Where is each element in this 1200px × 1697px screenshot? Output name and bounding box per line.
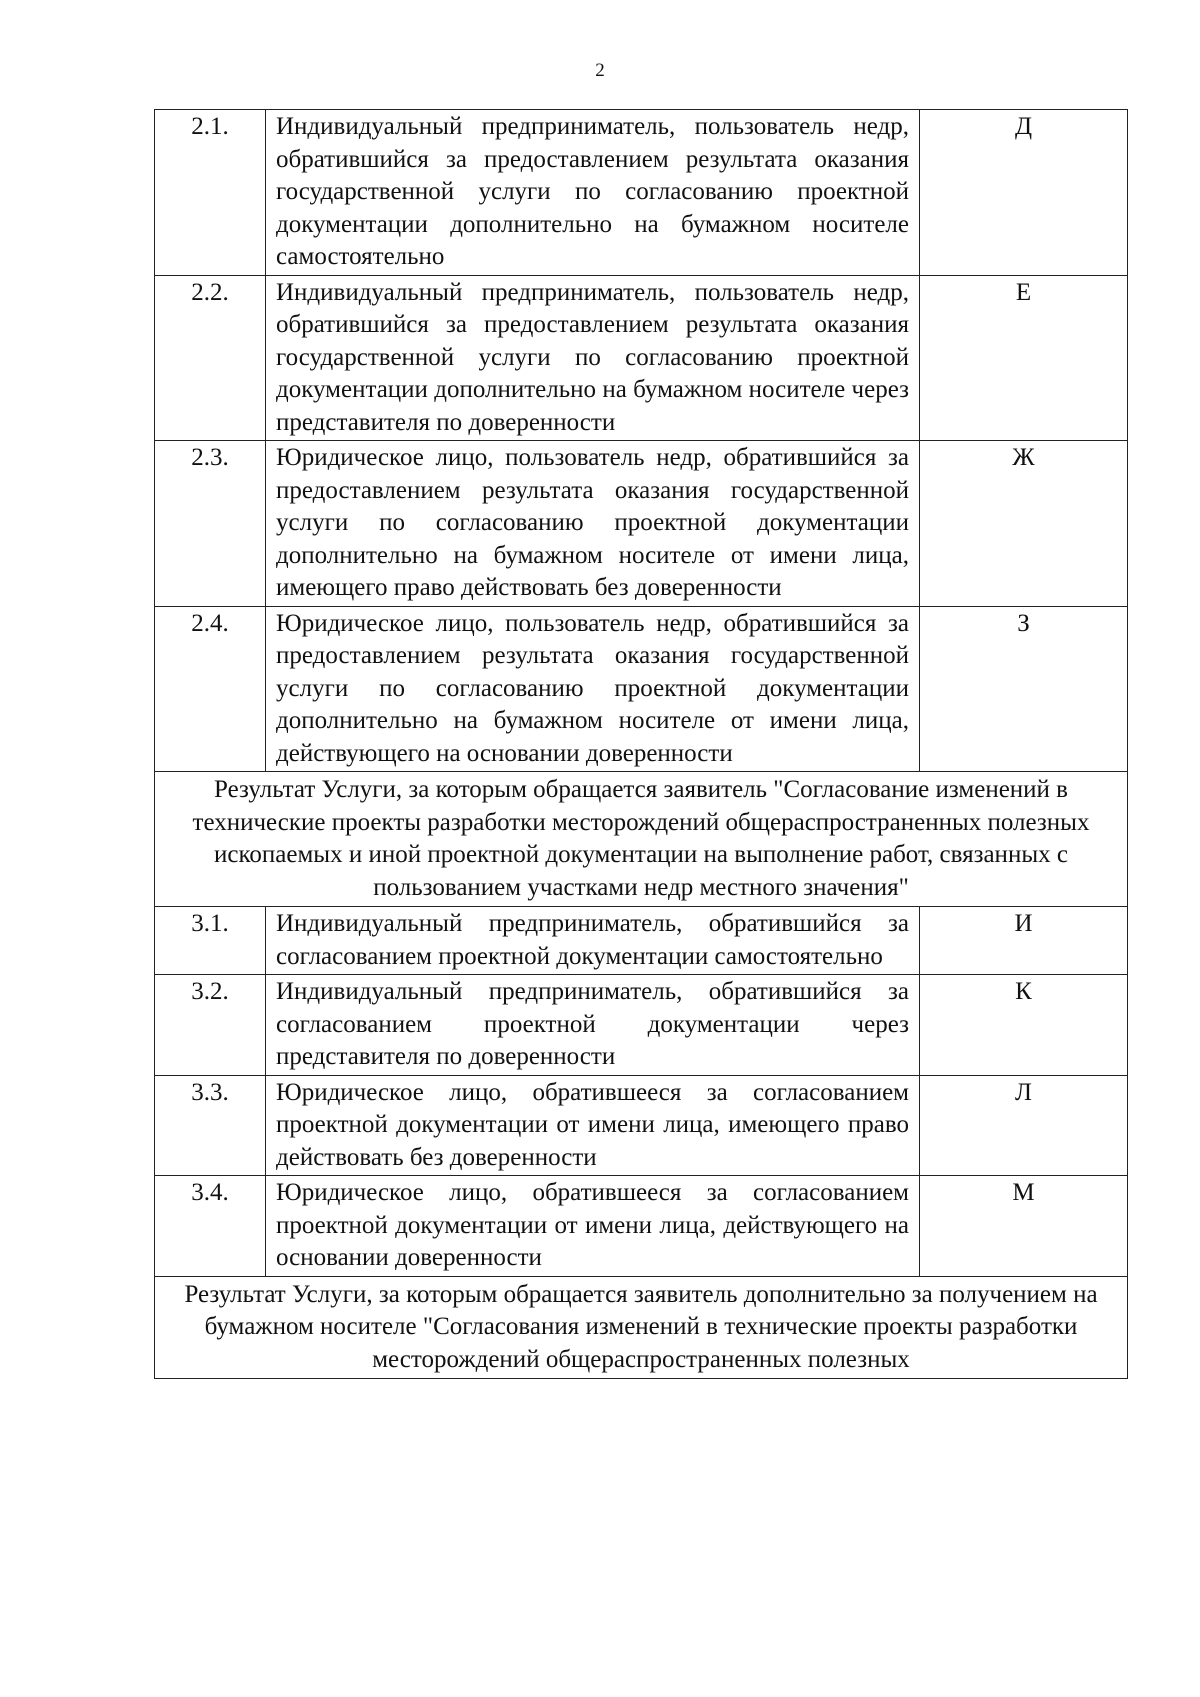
section-header-4: Результат Услуги, за которым обращается заявитель дополнительно за получением на бумажном носителе "Согласования изменений в технические проекты разработки месторождений общераспространенных полезных bbox=[155, 1276, 1128, 1379]
row-number: 2.3. bbox=[155, 441, 266, 607]
row-number: 2.1. bbox=[155, 110, 266, 276]
row-code: Е bbox=[920, 275, 1128, 441]
page-number: 2 bbox=[595, 60, 605, 81]
table-row bbox=[155, 907, 1128, 975]
row-description: Индивидуальный предприниматель, обратившийся за согласованием проектной документации самостоятельно bbox=[266, 907, 920, 975]
row-code: З bbox=[920, 606, 1128, 772]
row-code: К bbox=[920, 975, 1128, 1076]
row-description: Индивидуальный предприниматель, пользователь недр, обратившийся за предоставлением результата оказания государственной услуги по согласованию проектной документации дополнительно на бумажном носителе самостоятельно bbox=[266, 110, 920, 276]
table-row bbox=[155, 1075, 1128, 1176]
section-header-row bbox=[155, 772, 1128, 907]
row-description: Юридическое лицо, пользователь недр, обратившийся за предоставлением результата оказания государственной услуги по согласованию проектной документации дополнительно на бумажном носителе от имени лица, имеющего право действовать без доверенности bbox=[266, 441, 920, 607]
row-code: Д bbox=[920, 110, 1128, 276]
table-row bbox=[155, 275, 1128, 441]
row-number: 3.3. bbox=[155, 1075, 266, 1176]
section-header-row bbox=[155, 1276, 1128, 1379]
row-number: 3.2. bbox=[155, 975, 266, 1076]
row-description: Индивидуальный предприниматель, пользователь недр, обратившийся за предоставлением результата оказания государственной услуги по согласованию проектной документации дополнительно на бумажном носителе через представителя по доверенности bbox=[266, 275, 920, 441]
section-header-3: Результат Услуги, за которым обращается заявитель "Согласование изменений в технические проекты разработки месторождений общераспространенных полезных ископаемых и иной проектной документации на выполнение работ, связанных с пользованием участками недр местного значения" bbox=[155, 772, 1128, 907]
applicant-variants-table bbox=[154, 109, 1128, 1379]
row-number: 3.4. bbox=[155, 1176, 266, 1277]
row-description: Индивидуальный предприниматель, обратившийся за согласованием проектной документации через представителя по доверенности bbox=[266, 975, 920, 1076]
row-number: 3.1. bbox=[155, 907, 266, 975]
table-row bbox=[155, 110, 1128, 276]
row-description: Юридическое лицо, обратившееся за согласованием проектной документации от имени лица, имеющего право действовать без доверенности bbox=[266, 1075, 920, 1176]
row-code: Л bbox=[920, 1075, 1128, 1176]
row-code: Ж bbox=[920, 441, 1128, 607]
row-code: И bbox=[920, 907, 1128, 975]
row-number: 2.2. bbox=[155, 275, 266, 441]
table-row bbox=[155, 606, 1128, 772]
table-row bbox=[155, 1176, 1128, 1277]
table-row bbox=[155, 975, 1128, 1076]
row-code: М bbox=[920, 1176, 1128, 1277]
row-number: 2.4. bbox=[155, 606, 266, 772]
row-description: Юридическое лицо, пользователь недр, обратившийся за предоставлением результата оказания государственной услуги по согласованию проектной документации дополнительно на бумажном носителе от имени лица, действующего на основании доверенности bbox=[266, 606, 920, 772]
table-row bbox=[155, 441, 1128, 607]
row-description: Юридическое лицо, обратившееся за согласованием проектной документации от имени лица, действующего на основании доверенности bbox=[266, 1176, 920, 1277]
